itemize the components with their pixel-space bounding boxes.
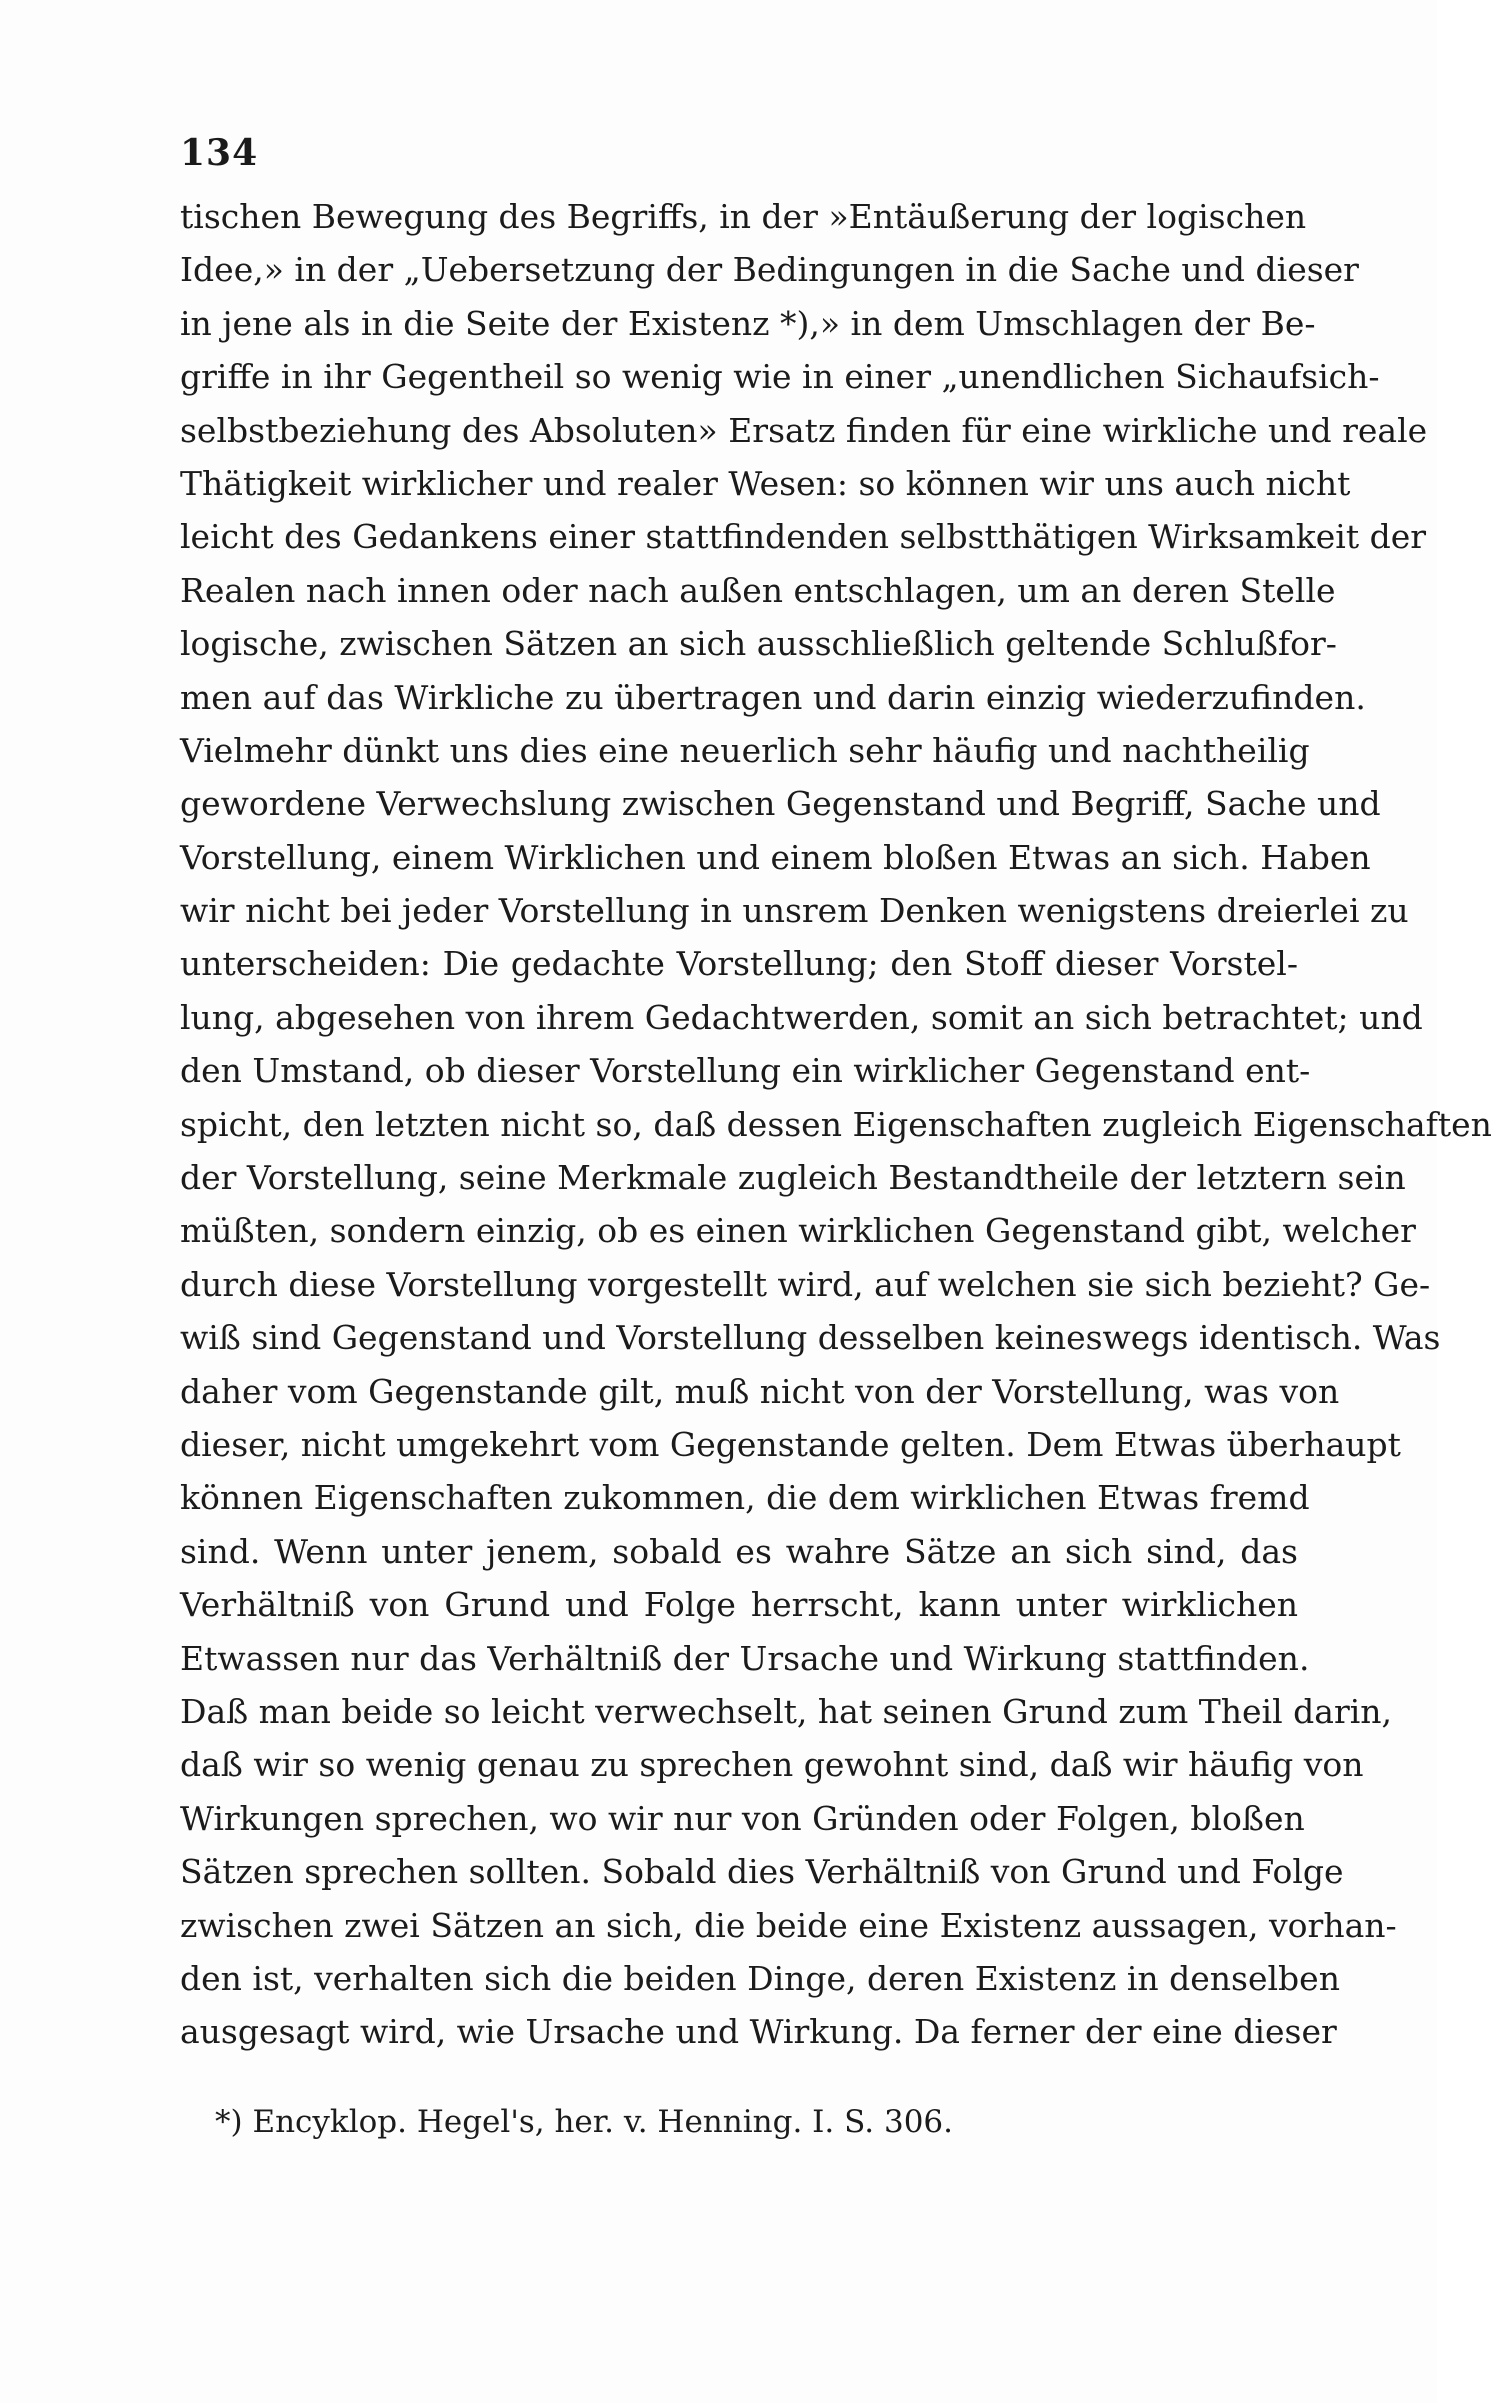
text-line: griffe in ihr Gegentheil so wenig wie in einer „unendlichen Sichaufsich- [180,357,1380,397]
text-line: tischen Bewegung des Begriffs, in der »Entäußerung der logischen [180,197,1307,236]
text-line: zwischen zwei Sätzen an sich, die beide eine Existenz aussagen, vorhan- [180,1905,1397,1945]
text-line: Daß man beide so leicht verwechselt, hat seinen Grund zum Theil darin, [180,1691,1393,1731]
text-line: können Eigenschaften zukommen, die dem wirklichen Etwas fremd [180,1478,1310,1518]
text-line: daß wir so wenig genau zu sprechen gewohnt sind, daß wir häufig von [180,1745,1364,1785]
text-line: Etwassen nur das Verhältniß der Ursache und Wirkung stattfinden. [180,1638,1310,1678]
text-line: den Umstand, ob dieser Vorstellung ein wirklicher Gegenstand ent- [180,1051,1311,1091]
text-line: daher vom Gegenstande gilt, muß nicht von der Vorstellung, was von [180,1371,1340,1411]
text-line: in jene als in die Seite der Existenz *),» in dem Umschlagen der Be- [180,303,1316,343]
text-line: leicht des Gedankens einer stattfindenden selbstthätigen Wirksamkeit der [180,517,1427,557]
text-line: lung, abgesehen von ihrem Gedachtwerden, somit an sich betrachtet; und [180,997,1423,1037]
footnote: *) Encyklop. Hegel's, her. v. Henning. I. S. 306. [215,2104,953,2140]
text-line: logische, zwischen Sätzen an sich ausschließlich geltende Schlußfor- [180,624,1337,664]
text-line: ausgesagt wird, wie Ursache und Wirkung. Da ferner der eine dieser [180,2012,1337,2052]
text-line: der Vorstellung, seine Merkmale zugleich Bestandtheile der letztern sein [180,1158,1406,1198]
text-line: Idee,» in der „Uebersetzung der Bedingungen in die Sache und dieser [180,250,1359,290]
text-line: Realen nach innen oder nach außen entschlagen, um an deren Stelle [180,570,1336,610]
text-line: müßten, sondern einzig, ob es einen wirklichen Gegenstand gibt, welcher [180,1211,1416,1251]
text-line: wir nicht bei jeder Vorstellung in unsrem Denken wenigstens dreierlei zu [180,891,1409,931]
text-line: wiß sind Gegenstand und Vorstellung desselben keineswegs identisch. Was [180,1318,1441,1358]
text-line: Vielmehr dünkt uns dies eine neuerlich sehr häufig und nachtheilig [180,730,1310,770]
text-line: Verhältniß von Grund und Folge herrscht, kann unter wirklichen [180,1585,1298,1625]
text-line: dieser, nicht umgekehrt vom Gegenstande gelten. Dem Etwas überhaupt [180,1424,1401,1464]
text-line: Wirkungen sprechen, wo wir nur von Gründen oder Folgen, bloßen [180,1798,1305,1838]
body-text [180,190,1492,2059]
text-line: sind. Wenn unter jenem, sobald es wahre Sätze an sich sind, das [180,1531,1298,1571]
page-number: 134 [180,132,259,174]
text-line: Thätigkeit wirklicher und realer Wesen: so können wir uns auch nicht [180,463,1351,503]
text-line: unterscheiden: Die gedachte Vorstellung; den Stoff dieser Vorstel- [180,944,1298,984]
text-line: den ist, verhalten sich die beiden Dinge, deren Existenz in denselben [180,1958,1340,1998]
text-line: gewordene Verwechslung zwischen Gegenstand und Begriff, Sache und [180,784,1381,824]
text-line: selbstbeziehung des Absoluten» Ersatz finden für eine wirkliche und reale [180,410,1428,450]
text-line: durch diese Vorstellung vorgestellt wird, auf welchen sie sich bezieht? Ge- [180,1264,1431,1304]
text-line: Sätzen sprechen sollten. Sobald dies Verhältniß von Grund und Folge [180,1852,1344,1892]
text-line: men auf das Wirkliche zu übertragen und darin einzig wiederzufinden. [180,677,1366,717]
text-line: Vorstellung, einem Wirklichen und einem bloßen Etwas an sich. Haben [180,837,1371,877]
text-line: spicht, den letzten nicht so, daß dessen Eigenschaften zugleich Eigenschaften [180,1104,1492,1144]
